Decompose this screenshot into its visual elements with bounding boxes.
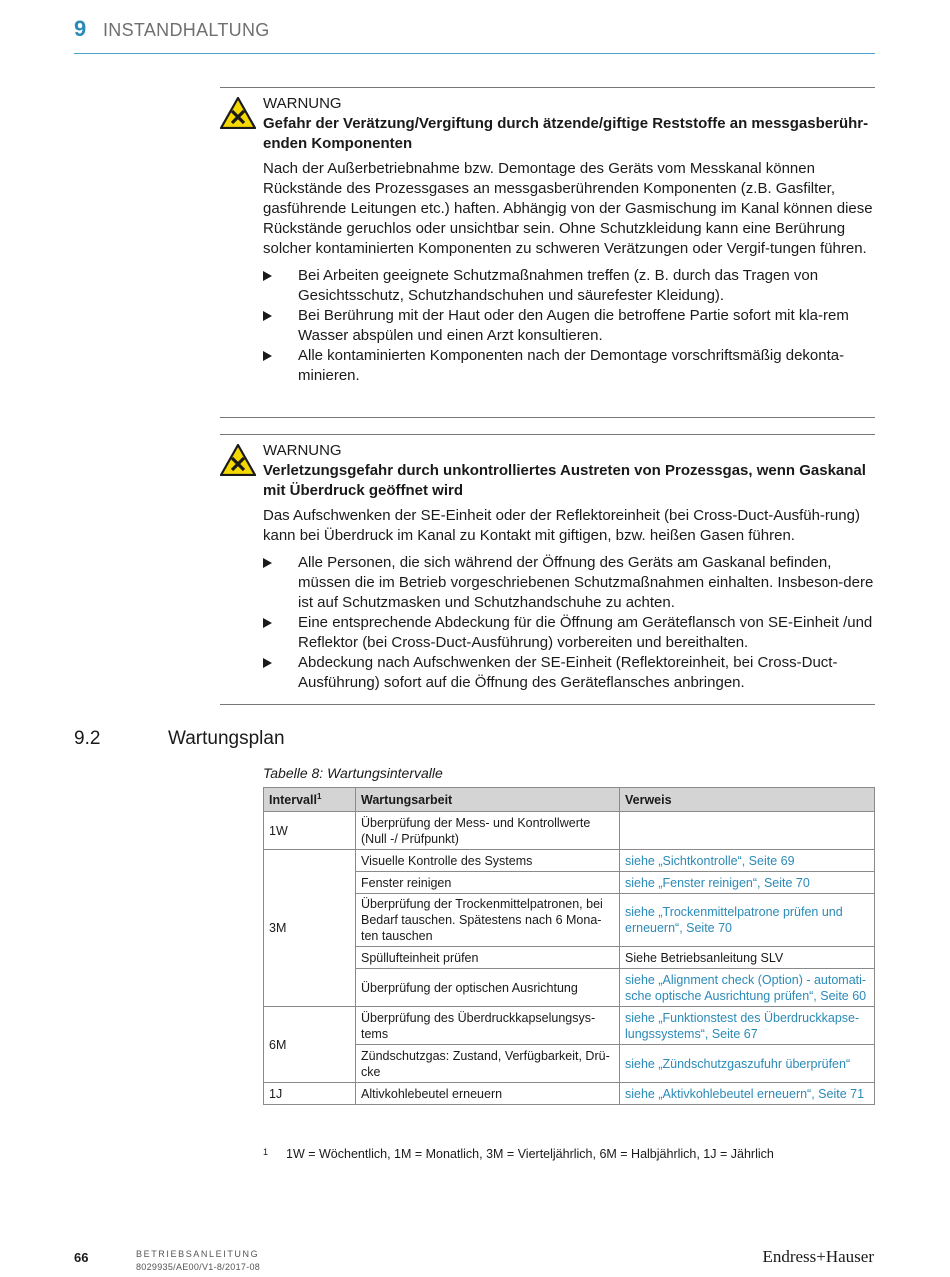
warning-label: WARNUNG — [263, 95, 342, 112]
table-caption: Tabelle 8: Wartungsintervalle — [263, 765, 443, 781]
reference-link[interactable]: siehe „Fenster reinigen“, Seite 70 — [620, 872, 875, 894]
warning-text: Nach der Außerbetriebnahme bzw. Demontage des Geräts vom Messkanal können Rückstände des Prozessgases an messgasberührenden Komponenten (z.B. Gasfilter, gasführende Leitungen etc.) haften. Abhängig von der Gasmischung im Kanal können diese Rückstände geruchlos oder unsichtbar sein. Ohne Schutzkleidung kann eine Berührung solcher kontaminierten Komponenten zu schweren Verätzungen oder Vergif-tungen führen. — [263, 160, 873, 257]
task-cell: Überprüfung des Überdruckkapselungsys-tems — [356, 1007, 620, 1045]
bullet-item: Abdeckung nach Aufschwenken der SE-Einheit (Reflektoreinheit, bei Cross-Duct-Ausführung) sofort auf die Öffnung des Geräteflansches anbringen. — [263, 653, 875, 693]
warning-box-1 — [220, 87, 875, 418]
table-row — [264, 812, 875, 850]
reference-link[interactable]: siehe „Trockenmittelpatrone prüfen und erneuern“, Seite 70 — [620, 894, 875, 947]
table-row — [264, 1083, 875, 1105]
bullet-item: Bei Arbeiten geeignete Schutzmaßnahmen treffen (z. B. durch das Tragen von Gesichtsschutz, Schutzhandschuhen und säurefester Kleidung). — [263, 266, 875, 306]
chapter-title: INSTANDHALTUNG — [103, 20, 270, 40]
warning-title: Verletzungsgefahr durch unkontrolliertes Austreten von Prozessgas, wenn Gaskanal mit Überdruck geöffnet wird — [263, 462, 866, 499]
table-row — [264, 1045, 875, 1083]
warning-bullet-list — [263, 266, 875, 386]
task-cell: Überprüfung der Trockenmittelpatronen, bei Bedarf tauschen. Spätestens nach 6 Mona-ten tauschen — [356, 894, 620, 947]
task-cell: Visuelle Kontrolle des Systems — [356, 850, 620, 872]
warning-title: Gefahr der Verätzung/Vergiftung durch ätzende/giftige Reststoffe an messgasberühr-enden Komponenten — [263, 115, 869, 152]
table-row — [264, 850, 875, 872]
warning-bullet-list — [263, 553, 875, 693]
interval-cell: 6M — [264, 1007, 356, 1083]
bullet-arrow-icon — [263, 558, 272, 568]
document-id: 8029935/AE00/V1-8/2017-08 — [136, 1262, 261, 1272]
chapter-number: 9 — [74, 16, 87, 41]
bullet-item: Alle Personen, die sich während der Öffnung des Geräts am Gaskanal befinden, müssen die im Betrieb vorgeschriebenen Schutzmaßnahmen einhalten. Insbeson-dere ist auf Schutzmasken und Schutzhandschuhe zu achten. — [263, 553, 875, 613]
task-cell: Altivkohlebeutel erneuern — [356, 1083, 620, 1105]
table-header-row — [264, 788, 875, 812]
task-cell: Überprüfung der Mess- und Kontrollwerte (Null -/ Prüfpunkt) — [356, 812, 620, 850]
warning-text: Das Aufschwenken der SE-Einheit oder der Reflektoreinheit (bei Cross-Duct-Ausfüh-rung) kann bei Überdruck im Kanal zu Kontakt mit giftigen, bzw. heißen Gasen führen. — [263, 507, 860, 544]
bullet-arrow-icon — [263, 618, 272, 628]
bullet-arrow-icon — [263, 351, 272, 361]
bullet-arrow-icon — [263, 311, 272, 321]
bullet-arrow-icon — [263, 658, 272, 668]
hazard-warning-icon — [220, 97, 256, 129]
header-reference: Verweis — [620, 788, 875, 812]
warning-label: WARNUNG — [263, 442, 342, 459]
reference-link[interactable]: siehe „Aktivkohlebeutel erneuern“, Seite 71 — [620, 1083, 875, 1105]
task-cell: Zündschutzgas: Zustand, Verfügbarkeit, Drü-cke — [356, 1045, 620, 1083]
brand-logo: Endress+Hauser — [762, 1247, 874, 1266]
section-title: Wartungsplan — [168, 728, 285, 749]
task-cell: Überprüfung der optischen Ausrichtung — [356, 969, 620, 1007]
footnote: 1W = Wöchentlich, 1M = Monatlich, 3M = Vierteljährlich, 6M = Halbjährlich, 1J = Jährlich — [286, 1147, 774, 1161]
reference-link[interactable]: siehe „Zündschutzgaszufuhr überprüfen“ — [620, 1045, 875, 1083]
warning-box-2 — [220, 434, 875, 705]
reference-link[interactable]: siehe „Sichtkontrolle“, Seite 69 — [620, 850, 875, 872]
section-number: 9.2 — [74, 728, 101, 749]
task-cell: Fenster reinigen — [356, 872, 620, 894]
chapter-header — [74, 14, 875, 54]
document-type: BETRIEBSANLEITUNG — [136, 1249, 260, 1259]
bullet-arrow-icon — [263, 271, 272, 281]
hazard-warning-icon — [220, 444, 256, 476]
reference-link[interactable]: siehe „Alignment check (Option) - automati-sche optische Ausrichtung prüfen“, Seite 60 — [620, 969, 875, 1007]
footnote-mark: 1 — [263, 1147, 269, 1157]
interval-cell: 1W — [264, 812, 356, 850]
task-cell: Spüllufteinheit prüfen — [356, 947, 620, 969]
table-row — [264, 947, 875, 969]
table-row — [264, 872, 875, 894]
interval-cell: 1J — [264, 1083, 356, 1105]
bullet-item: Alle kontaminierten Komponenten nach der Demontage vorschriftsmäßig dekonta-minieren. — [263, 346, 875, 386]
reference-cell: Siehe Betriebsanleitung SLV — [620, 947, 875, 969]
bullet-item: Eine entsprechende Abdeckung für die Öffnung am Geräteflansch von SE-Einheit /und Reflektor (bei Cross-Duct-Ausführung) vorbereiten und bereithalten. — [263, 613, 875, 653]
interval-cell: 3M — [264, 850, 356, 1007]
reference-link[interactable]: siehe „Funktionstest des Überdruckkapse-lungssystems“, Seite 67 — [620, 1007, 875, 1045]
bullet-item: Bei Berührung mit der Haut oder den Augen die betroffene Partie sofort mit kla-rem Wasser abspülen und einen Arzt konsultieren. — [263, 306, 875, 346]
table-row — [264, 894, 875, 947]
reference-cell — [620, 812, 875, 850]
table-row — [264, 969, 875, 1007]
header-interval: Intervall$^1$ — [264, 788, 356, 812]
header-task: Wartungsarbeit — [356, 788, 620, 812]
page-number: 66 — [74, 1250, 89, 1265]
table-row — [264, 1007, 875, 1045]
maintenance-table — [263, 787, 875, 1105]
